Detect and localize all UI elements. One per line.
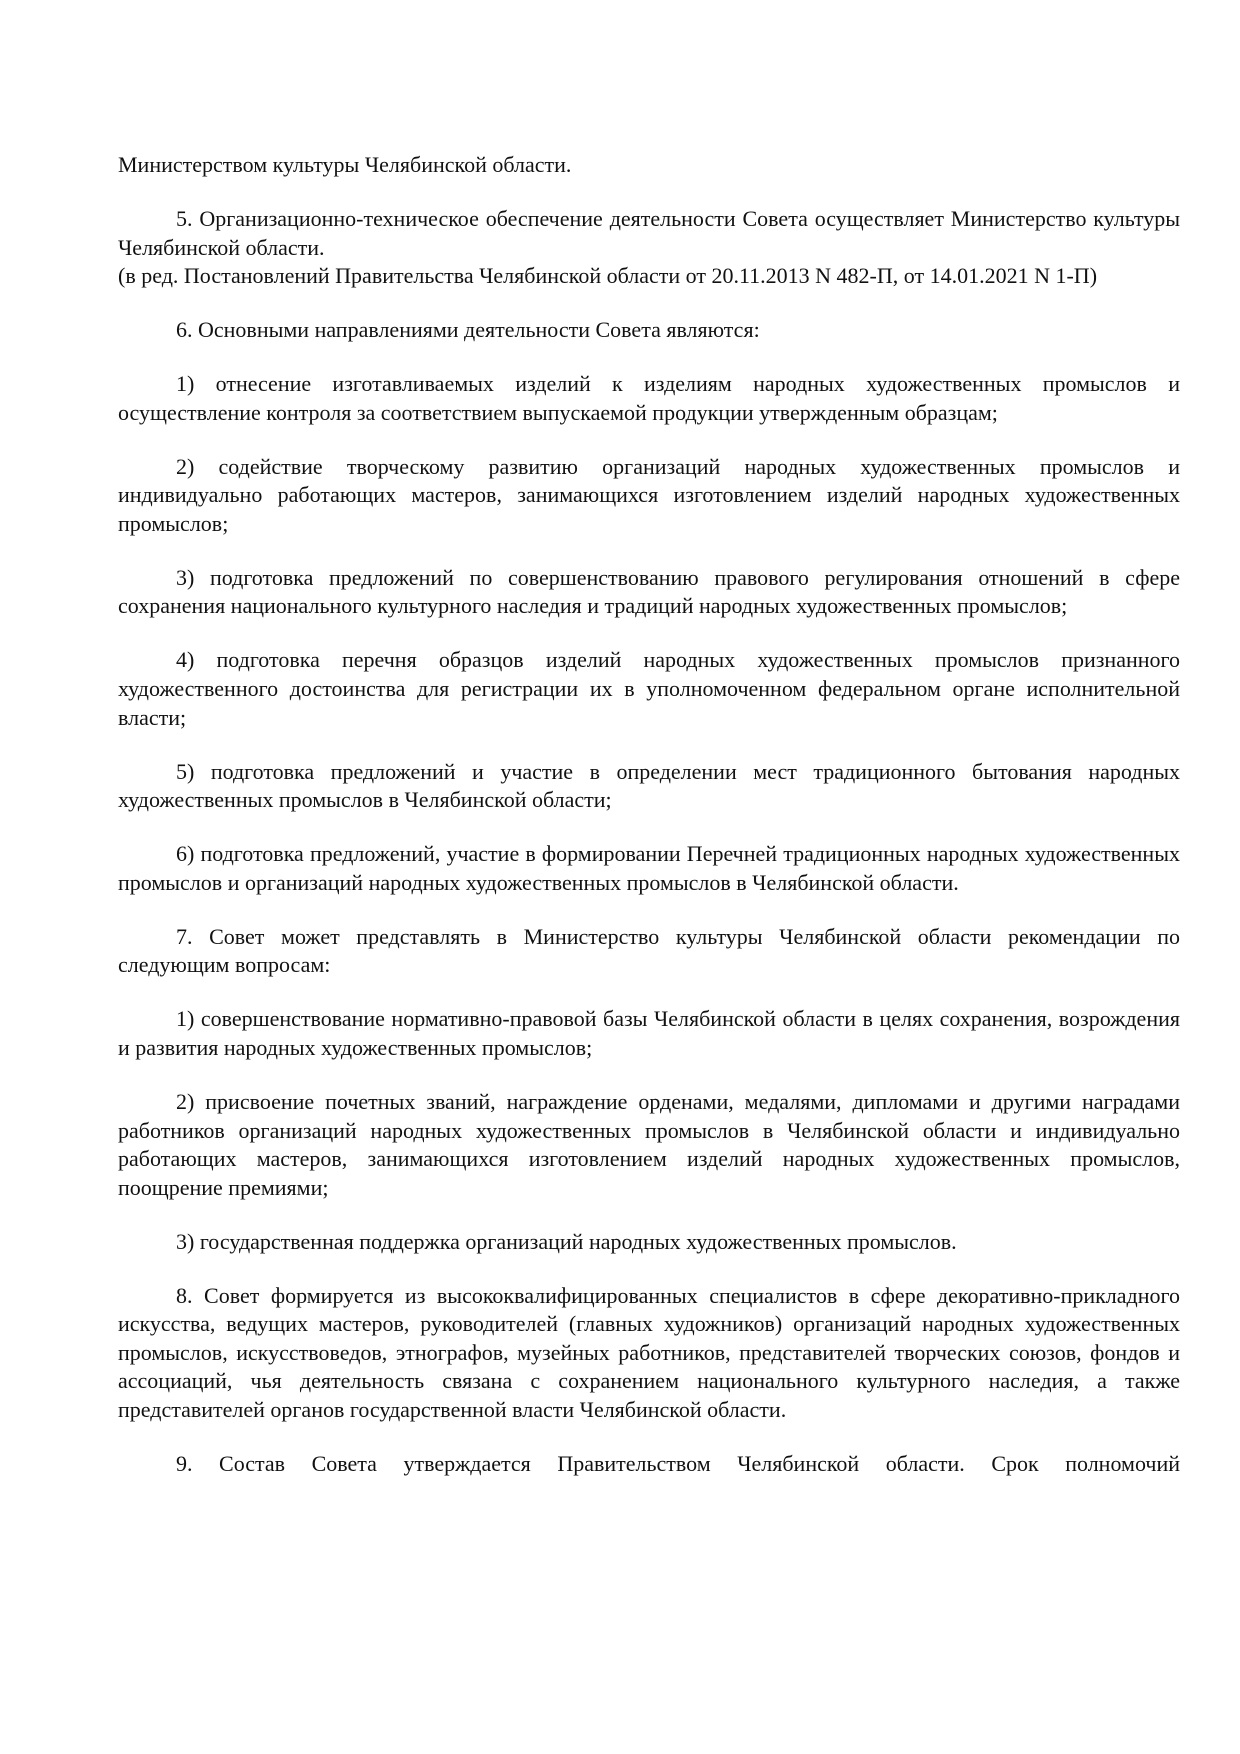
paragraph-6-item-3: 3) подготовка предложений по совершенствованию правового регулирования отношений в сфере сохранения национального культурного наследия и традиций народных художественных промыслов; [118, 564, 1180, 619]
paragraph-6: 6. Основными направлениями деятельности Совета являются: [176, 317, 760, 343]
paragraph-7-item-2: 2) присвоение почетных званий, награждение орденами, медалями, дипломами и другими наградами работников организаций народных художественных промыслов в Челябинской области и индивидуально работающих мастеров, занимающихся изготовлением изделий народных художественных промыслов, поощрение премиями; [118, 1088, 1180, 1200]
paragraph-7-item-1: 1) совершенствование нормативно-правовой базы Челябинской области в целях сохранения, возрождения и развития народных художественных промыслов; [118, 1006, 1180, 1060]
paragraph-6-item-4: 4) подготовка перечня образцов изделий народных художественных промыслов признанного художественного достоинства для регистрации их в уполномоченном федеральном органе исполнительной власти; [118, 647, 1180, 730]
paragraph-continuation: Министерством культуры Челябинской области. [118, 152, 572, 177]
paragraph-7: 7. Совет может представлять в Министерство культуры Челябинской области рекомендации по следующим вопросам: [118, 923, 1180, 978]
paragraph-6-item-6: 6) подготовка предложений, участие в формировании Перечней традиционных народных художественных промыслов и организаций народных художественных промыслов в Челябинской области. [118, 841, 1180, 895]
paragraph-5: 5. Организационно-техническое обеспечение деятельности Совета осуществляет Министерство культуры Челябинской области. [118, 205, 1180, 260]
paragraph-6-item-1: 1) отнесение изготавливаемых изделий к изделиям народных художественных промыслов и осуществление контроля за соответствием выпускаемой продукции утвержденным образцам; [118, 371, 1180, 425]
paragraph-7-item-3: 3) государственная поддержка организаций народных художественных промыслов. [176, 1228, 957, 1254]
paragraph-6-item-2: 2) содействие творческому развитию организаций народных художественных промыслов и индивидуально работающих мастеров, занимающихся изготовлением изделий народных художественных промыслов; [118, 453, 1180, 536]
document-body [118, 151, 1180, 1479]
paragraph-9: 9. Состав Совета утверждается Правительством Челябинской области. Срок полномочий [176, 1451, 1180, 1477]
paragraph-5-amendment-note: (в ред. Постановлений Правительства Челябинской области от 20.11.2013 N 482-П, от 14.01.2021 N 1-П) [118, 263, 1098, 289]
paragraph-6-item-5: 5) подготовка предложений и участие в определении мест традиционного бытования народных художественных промыслов в Челябинской области; [118, 758, 1180, 813]
paragraph-8: 8. Совет формируется из высококвалифицированных специалистов в сфере декоративно-прикладного искусства, ведущих мастеров, руководителей (главных художников) организаций народных художественных промыслов, искусствоведов, этнографов, музейных работников, представителей творческих союзов, фондов и ассоциаций, чья деятельность связана с сохранением национального культурного наследия, а также представителей органов государственной власти Челябинской области. [118, 1282, 1180, 1423]
